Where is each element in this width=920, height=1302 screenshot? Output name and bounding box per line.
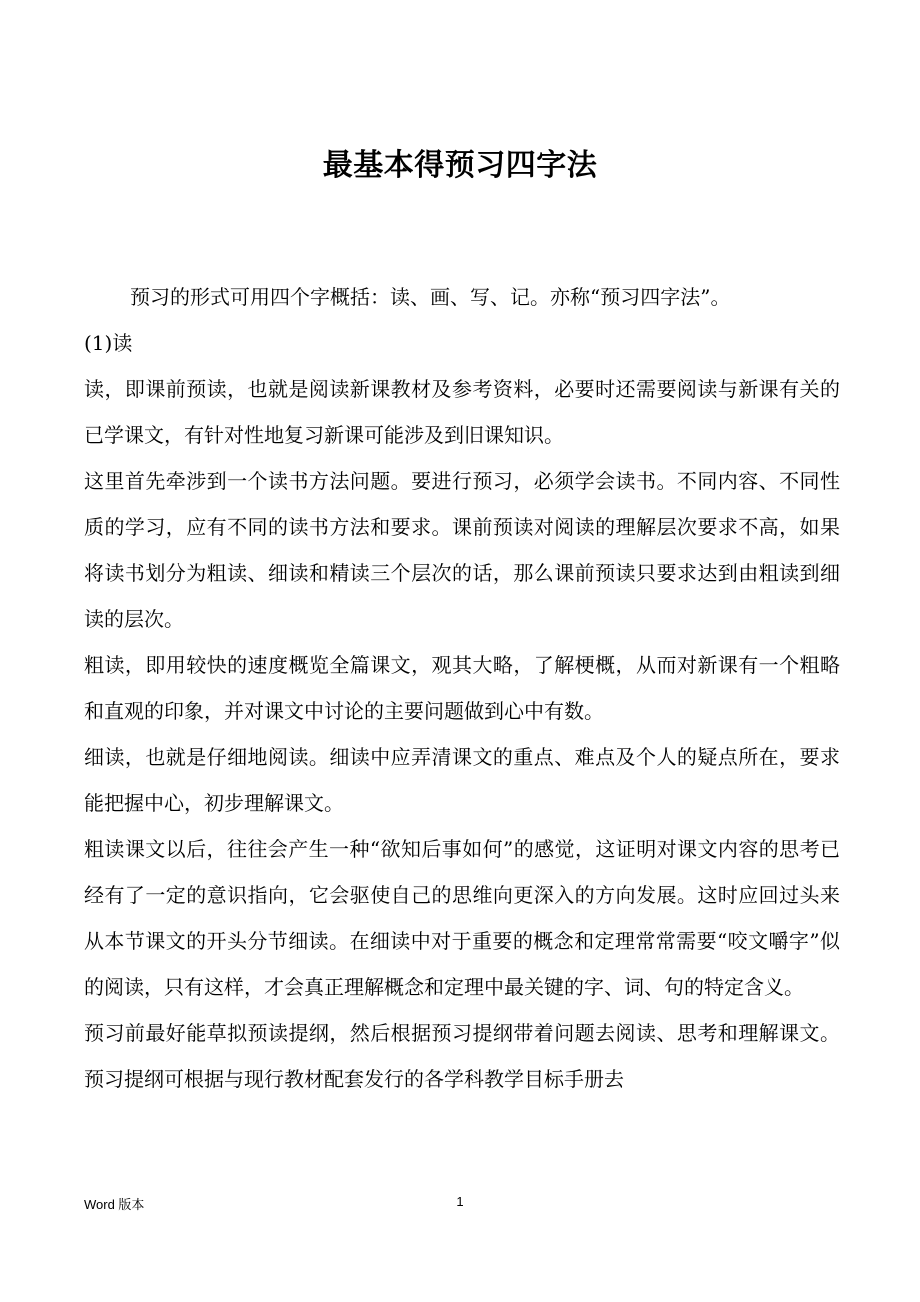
page-footer — [0, 1194, 920, 1214]
body-paragraph: 这里首先牵涉到一个读书方法问题。要进行预习，必须学会读书。不同内容、不同性质的学习，应有不同的读书方法和要求。课前预读对阅读的理解层次要求不高，如果将读书划分为粗读、细读和精读三个层次的话，那么课前预读只要求达到由粗读到细读的层次。 — [84, 469, 840, 631]
document-body — [84, 274, 840, 1102]
body-paragraph: 粗读课文以后，往往会产生一种“欲知后事如何”的感觉，这证明对课文内容的思考已经有了一定的意识指向，它会驱使自己的思维向更深入的方向发展。这时应回过头来从本节课文的开头分节细读。在细读中对于重要的概念和定理常常需要“咬文嚼字”似的阅读，只有这样，才会真正理解概念和定理中最关键的字、词、句的特定含义。 — [84, 837, 840, 999]
body-paragraph: 预习前最好能草拟预读提纲，然后根据预习提纲带着问题去阅读、思考和理解课文。预习提纲可根据与现行教材配套发行的各学科教学目标手册去 — [84, 1021, 840, 1091]
body-paragraph: 读，即课前预读，也就是阅读新课教材及参考资料，必要时还需要阅读与新课有关的已学课文，有针对性地复习新课可能涉及到旧课知识。 — [84, 377, 840, 447]
section-heading-read: (1)读 — [84, 331, 133, 355]
footer-label: Word 版本 — [84, 1197, 145, 1212]
document-title: 最基本得预习四字法 — [322, 148, 598, 183]
intro-paragraph: 预习的形式可用四个字概括：读、画、写、记。亦称“预习四字法”。 — [130, 285, 731, 309]
body-paragraph: 粗读，即用较快的速度概览全篇课文，观其大略，了解梗概，从而对新课有一个粗略和直观的印象，并对课文中讨论的主要问题做到心中有数。 — [84, 653, 840, 723]
body-paragraph: 细读，也就是仔细地阅读。细读中应弄清课文的重点、难点及个人的疑点所在，要求能把握中心，初步理解课文。 — [84, 745, 840, 815]
page-number: 1 — [456, 1194, 464, 1209]
